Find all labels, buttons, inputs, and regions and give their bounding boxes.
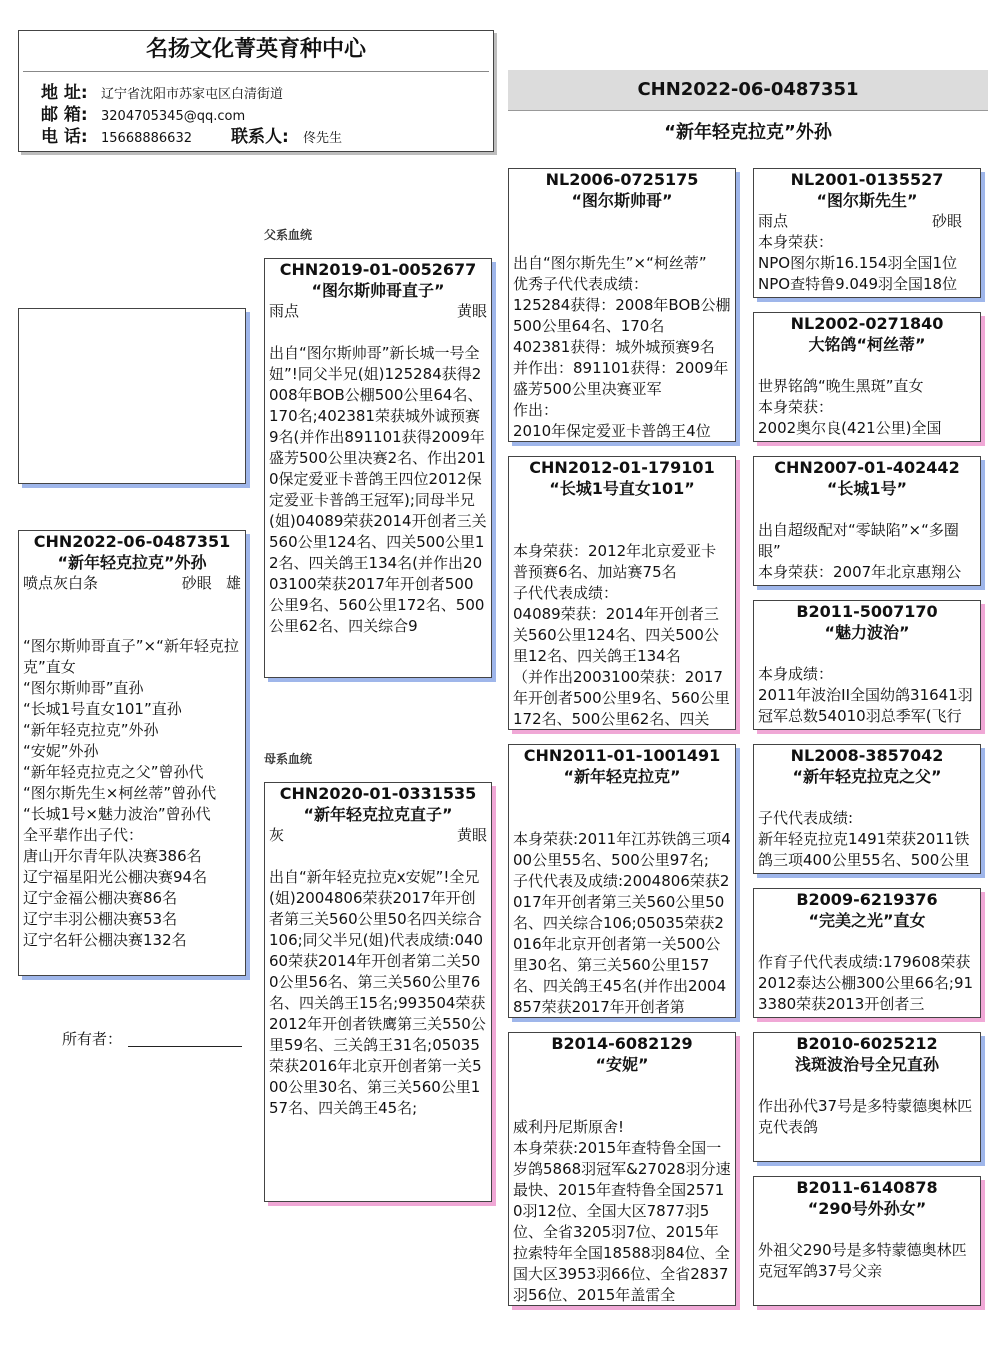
- dam-description: 出自“新年轻克拉克x安妮”!全兄(姐)2004806荣获2017年开创者第三关560公里50名四关综合106;同父半兄(姐)代表成绩:04060荣获2014年开创者第二关500公里56名、第三关560公里76名、四关鸽王15名;993504荣获2012年开创者铁鹰第三关550公里59名、三关鸽王31名;05035荣获2016年北京开创者第一关500公里30名、第三关560公里157名、四关鸽王45名;: [269, 868, 486, 1117]
- dam-sire-name: “新年轻克拉克”: [563, 767, 681, 786]
- contact-value: 佟先生: [303, 131, 343, 146]
- owner-line[interactable]: [128, 1046, 242, 1047]
- dsd-card: [753, 888, 981, 1018]
- dam-id: CHN2020-01-0331535: [279, 784, 477, 803]
- sire-card: [264, 258, 492, 678]
- sds-name: “长城1号”: [826, 479, 908, 498]
- email-label: 邮 箱:: [41, 105, 88, 125]
- sds-id: CHN2007-01-402442: [774, 458, 960, 477]
- sire-dam-description: 本身荣获：2012年北京爱亚卡普预赛6名、加站赛75名 子代代表成绩： 04089荣获：2014年开创者三关560公里124名、四关500公里12名、四关鸽王134名 （并作出2003100荣获：2017年开创者500公里9名、560公里172名、500公里62名、四关: [513, 542, 730, 728]
- dsd-id: B2009-6219376: [796, 890, 938, 909]
- sire-dam-id: CHN2012-01-179101: [529, 458, 715, 477]
- address-label: 地 址:: [41, 83, 88, 103]
- dds-name: 浅斑波治号全兄直孙: [794, 1055, 939, 1074]
- dam-dam-card: [508, 1032, 736, 1306]
- sire-traits: [265, 301, 491, 322]
- ssd-card: [753, 312, 981, 442]
- sdd-name: “魅力波治”: [824, 623, 910, 642]
- dsd-description: 作育子代代表成绩:179608荣获2012泰达公棚300公里66名;913380荣获2013开创者三: [758, 953, 974, 1013]
- sss-card: [753, 168, 981, 298]
- ddd-name: “290号外孙女”: [807, 1199, 927, 1218]
- header-divider: [23, 71, 489, 72]
- dam-color: 灰: [269, 826, 285, 844]
- sire-dam-name: “长城1号直女101”: [549, 479, 695, 498]
- sire-sire-description: 出自“图尔斯先生”×“柯丝蒂” 优秀子代代表成绩： 125284获得：2008年BOB公棚500公里64名、170名 402381获得：城外城预赛9名 并作出：891101获得：2009年盛芳500公里决赛亚军 作出： 2010年保定爱亚卡普鸽王4位: [513, 254, 731, 440]
- sds-description: 出自超级配对“零缺陷”×“多圈眼” 本身荣获：2007年北京惠翔公: [758, 521, 962, 581]
- sire-name: “图尔斯帅哥直子”: [311, 281, 445, 300]
- breeder-header: [18, 30, 494, 152]
- subject-pigeon-card: [18, 530, 246, 976]
- ddd-description: 外祖父290号是多特蒙德奥林匹克冠军鸽37号父亲: [758, 1241, 967, 1280]
- email-value: 3204705345@qq.com: [101, 109, 246, 124]
- dss-description: 子代代表成绩: 新年轻克拉克1491荣获2011铁鸽三项400公里55名、500公里: [758, 809, 970, 869]
- dam-card: [264, 782, 492, 1202]
- subject-id: CHN2022-06-0487351: [33, 532, 231, 551]
- sss-description: 本身荣获： NPO图尔斯16.154羽全国1位 NPO查特鲁9.049羽全国18位: [758, 233, 958, 293]
- dam-eye: 黄眼: [456, 826, 487, 844]
- contact-label: 联系人:: [231, 127, 289, 147]
- dsd-name: “完美之光”直女: [808, 911, 926, 930]
- breeder-title: 名扬文化菁英育种中心: [145, 37, 366, 62]
- dss-name: “新年轻克拉克之父”: [792, 767, 942, 786]
- ssd-description: 世界铭鸽“晚生黑斑”直女 本身荣获： 2002奥尔良(421公里)全国: [758, 377, 942, 437]
- sire-sire-name: “图尔斯帅哥”: [571, 191, 673, 210]
- top-id-banner: CHN2022-06-0487351: [508, 70, 988, 111]
- phone-row: [19, 122, 493, 147]
- sdd-id: B2011-5007170: [796, 602, 938, 621]
- dam-section-label: 母系血统: [264, 752, 313, 766]
- sire-section-label: 父系血统: [264, 228, 313, 242]
- sire-dam-card: [508, 456, 736, 730]
- sire-id: CHN2019-01-0052677: [279, 260, 477, 279]
- pigeon-photo-frame: [18, 308, 246, 484]
- subject-color: 喷点灰白条: [23, 574, 99, 592]
- ddd-card: [753, 1176, 981, 1306]
- ddd-id: B2011-6140878: [796, 1178, 938, 1197]
- sdd-description: 本身成绩： 2011年波治II全国幼鸽31641羽冠军总数54010羽总季军(飞行: [758, 665, 973, 725]
- sire-sire-card: [508, 168, 736, 442]
- dam-name: “新年轻克拉克直子”: [303, 805, 453, 824]
- dam-dam-id: B2014-6082129: [551, 1034, 693, 1053]
- sire-description: 出自“图尔斯帅哥”新长城一号全妞”!同父半兄(姐)125284获得2008年BOB公棚500公里64名、170名;402381荣获城外诚预赛9名(并作出891101获得2009年盛芳500公里决赛2名、作出2010保定爱亚卡普鸽王四位2012保定爱亚卡普鸽王冠军);同母半兄(姐)04089荣获2014开创者三关560公里124名、四关500公里12名、四关鸽王134名(并作出2003100荣获2017年开创者500公里9名、560公里172名、500公里62名、四关综合9: [269, 344, 487, 635]
- ssd-id: NL2002-0271840: [790, 314, 944, 333]
- top-name: “新年轻克拉克”外孙: [664, 122, 832, 143]
- dds-description: 作出孙代37号是多特蒙德奥林匹克代表鸽: [758, 1097, 973, 1136]
- sss-color: 雨点: [758, 212, 789, 230]
- dds-id: B2010-6025212: [796, 1034, 938, 1053]
- dss-card: [753, 744, 981, 874]
- address-value: 辽宁省沈阳市苏家屯区白清街道: [101, 87, 284, 102]
- sss-id: NL2001-0135527: [790, 170, 944, 189]
- dds-card: [753, 1032, 981, 1162]
- sss-name: “图尔斯先生”: [816, 191, 918, 210]
- phone-label: 电 话:: [41, 127, 88, 147]
- sss-traits: [754, 211, 980, 232]
- owner-label: 所有者：: [62, 1030, 123, 1048]
- subject-traits: [19, 573, 245, 594]
- dam-dam-name: “安妮”: [595, 1055, 649, 1074]
- sdd-card: [753, 600, 981, 730]
- ssd-name: 大铭鸽“柯丝蒂”: [808, 335, 926, 354]
- sire-color: 雨点: [269, 302, 300, 320]
- subject-description: “图尔斯帅哥直子”×“新年轻克拉克”直女 “图尔斯帅哥”直孙 “长城1号直女101”直孙 “新年轻克拉克”外孙 “安妮”外孙 “新年轻克拉克之父”曾孙代 “图尔斯先生×柯丝蒂”曾孙代 “长城1号×魅力波治”曾孙代 全平辈作出子代： 唐山开尔青年队决赛386名 辽宁福星阳光公棚决赛94名 辽宁金福公棚决赛86名 辽宁丰羽公棚决赛53名 辽宁名轩公棚决赛132名: [23, 637, 239, 949]
- sss-eye: 砂眼: [931, 212, 962, 230]
- dam-sire-card: [508, 744, 736, 1018]
- subject-eye-sex: 砂眼 雄: [181, 574, 241, 592]
- email-row: [19, 100, 493, 125]
- dss-id: NL2008-3857042: [790, 746, 944, 765]
- dam-traits: [265, 825, 491, 846]
- sds-card: [753, 456, 981, 586]
- dam-sire-id: CHN2011-01-1001491: [523, 746, 721, 765]
- phone-value: 15668886632: [101, 131, 192, 146]
- sire-sire-id: NL2006-0725175: [545, 170, 699, 189]
- address-row: [19, 78, 493, 103]
- sire-eye: 黄眼: [456, 302, 487, 320]
- dam-dam-description: 威利丹尼斯原舍! 本身荣获:2015年查特鲁全国一岁鸽5868羽冠军&27028羽分速最快、2015年查特鲁全国25710羽12位、全国大区7877羽5位、全省3205羽7位、2015年拉索特年全国18588羽84位、全国大区3953羽66位、全省2837羽56位、2015年盖雷全: [513, 1118, 731, 1304]
- subject-name: “新年轻克拉克”外孙: [57, 553, 207, 572]
- dam-sire-description: 本身荣获:2011年江苏铁鸽三项400公里55名、500公里97名; 子代代表及成绩:2004806荣获2017年开创者第三关560公里50名、四关综合106;05035荣获2016年北京开创者第一关500公里30名、第三关560公里157名、四关鸽王45名(并作出2004857荣获2017年开创者第: [513, 830, 731, 1016]
